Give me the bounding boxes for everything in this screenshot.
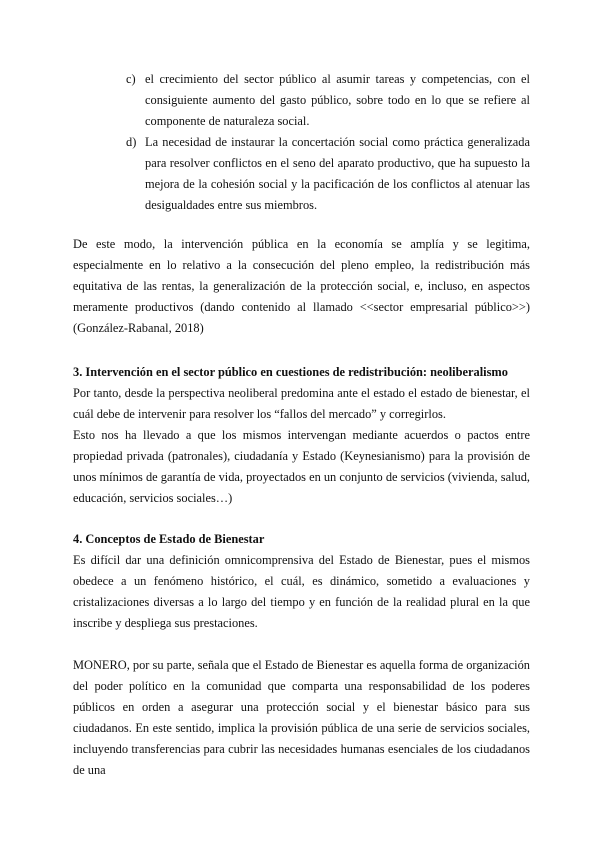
section-3-heading: 3. Intervención en el sector público en cuestiones de redistribución: neoliberalismo [73, 365, 508, 379]
list-marker: c) [126, 72, 136, 86]
list-marker: d) [126, 135, 137, 149]
section-4-paragraph-2: MONERO, por su parte, señala que el Estado de Bienestar es aquella forma de organización del poder político en la comunidad que comparta una responsabilidad de los poderes públicos en orden a asegurar una protección social y el bienestar básico para sus ciudadanos. En este sentido, implica la provisión pública de una serie de servicios sociales, incluyendo transferencias para cubrir las necesidades humanas esenciales de los ciudadanos de una [73, 658, 530, 777]
section-4-heading: 4. Conceptos de Estado de Bienestar [73, 532, 265, 546]
section-4-paragraph-1: Es difícil dar una definición omnicomprensiva del Estado de Bienestar, pues el mismos obedece a un fenómeno histórico, el cuál, es dinámico, sometido a evaluaciones y cristalizaciones diversas a lo largo del tiempo y en función de la realidad plural en la que inscribe y despliega sus prestaciones. [73, 553, 530, 630]
paragraph-intervention: De este modo, la intervención pública en la economía se amplía y se legitima, especialmente en lo relativo a la consecución del pleno empleo, la redistribución más equitativa de las rentas, la generalización de la protección social, e, incluso, en aspectos meramente productivos (dando contenido al llamado <<sector empresarial público>>) (González-Rabanal, 2018) [73, 237, 530, 335]
list-item-text: el crecimiento del sector público al asumir tareas y competencias, con el consiguiente aumento del gasto público, sobre todo en lo que se refiere al componente de naturaleza social. [145, 72, 530, 128]
section-3-paragraph-2: Esto nos ha llevado a que los mismos intervengan mediante acuerdos o pactos entre propiedad privada (patronales), ciudadanía y Estado (Keynesianismo) para la provisión de unos mínimos de garantía de vida, proyectados en un conjunto de servicios (vivienda, salud, educación, servicios sociales…) [73, 428, 530, 505]
list-item-text: La necesidad de instaurar la concertación social como práctica generalizada para resolver conflictos en el seno del aparato productivo, que ha supuesto la mejora de la cohesión social y la pacificación de los conflictos al atenuar las desigualdades entre sus miembros. [145, 135, 530, 212]
section-3-paragraph-1: Por tanto, desde la perspectiva neoliberal predomina ante el estado el estado de bienestar, el cuál debe de intervenir para resolver los “fallos del mercado” y corregirlos. [73, 386, 530, 421]
